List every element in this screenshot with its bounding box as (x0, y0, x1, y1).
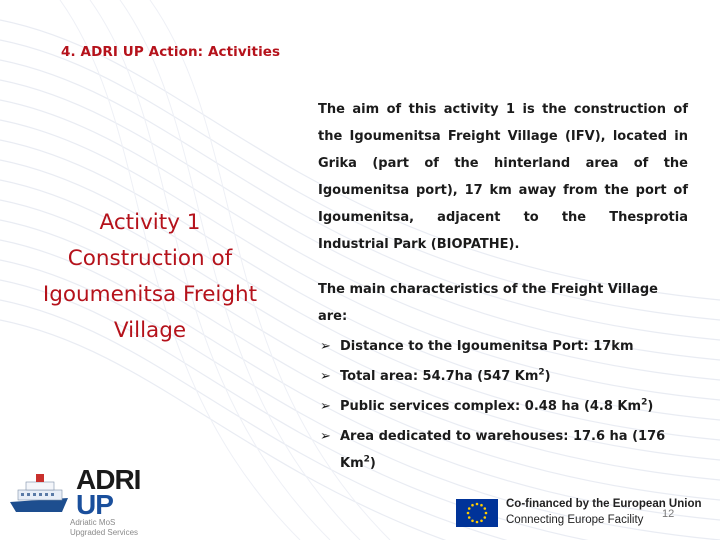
cef-text: Connecting Europe Facility (506, 514, 644, 526)
ship-icon (8, 468, 72, 518)
activity-description: The aim of this activity 1 is the construction of the Igoumenitsa Freight Village (IFV), located in Grika (part of the hinterland area of the Igoumenitsa port), 17 km away from the port of Igoumenitsa, adjacent to the Thesprotia Industrial Park (BIOPATHE). (318, 102, 688, 252)
content-body (318, 96, 688, 480)
eu-cofinanced-text: Co-financed by the European Union (506, 498, 702, 510)
list-item-text: Public services complex: 0.48 ha (4.8 Km (340, 399, 642, 414)
list-item (318, 423, 688, 477)
activity-title (28, 205, 272, 349)
page-number: 12 (662, 508, 675, 520)
list-item (318, 363, 688, 390)
list-item-text: Distance to the Igoumenitsa Port: 17km (340, 339, 634, 354)
characteristics-intro: The main characteristics of the Freight Village are: (318, 282, 658, 324)
logo-adri-text: ADRI (76, 464, 141, 495)
list-item-text-end: ) (647, 399, 654, 414)
list-item-text: Area dedicated to warehouses: 17.6 ha (176 Km (340, 429, 666, 471)
arrow-bullet-icon: ➢ (320, 369, 331, 384)
logo-up-text: UP (76, 489, 113, 520)
activity-title-line: Igoumenitsa Freight (42, 282, 258, 307)
superscript: 2 (641, 397, 648, 408)
arrow-bullet-icon: ➢ (320, 429, 331, 444)
slide-header: 4. ADRI UP Action: Activities (61, 44, 281, 60)
arrow-bullet-icon: ➢ (320, 399, 331, 414)
arrow-bullet-icon: ➢ (320, 339, 331, 354)
adri-up-logo (8, 462, 158, 540)
list-item-text-end: ) (369, 456, 376, 471)
activity-title-line: Activity 1 (99, 210, 201, 235)
activity-title-line: Village (113, 318, 187, 343)
superscript: 2 (363, 454, 370, 465)
list-item (318, 333, 688, 360)
list-item-text-end: ) (544, 369, 551, 384)
characteristics-list (318, 333, 688, 477)
activity-title-line: Construction of (67, 246, 233, 271)
list-item-text: Total area: 54.7ha (547 Km (340, 369, 539, 384)
logo-subtitle: Upgraded Services (70, 528, 139, 537)
logo-subtitle: Adriatic MoS (70, 518, 116, 527)
eu-flag-icon (456, 499, 498, 527)
superscript: 2 (538, 367, 545, 378)
list-item (318, 393, 688, 420)
